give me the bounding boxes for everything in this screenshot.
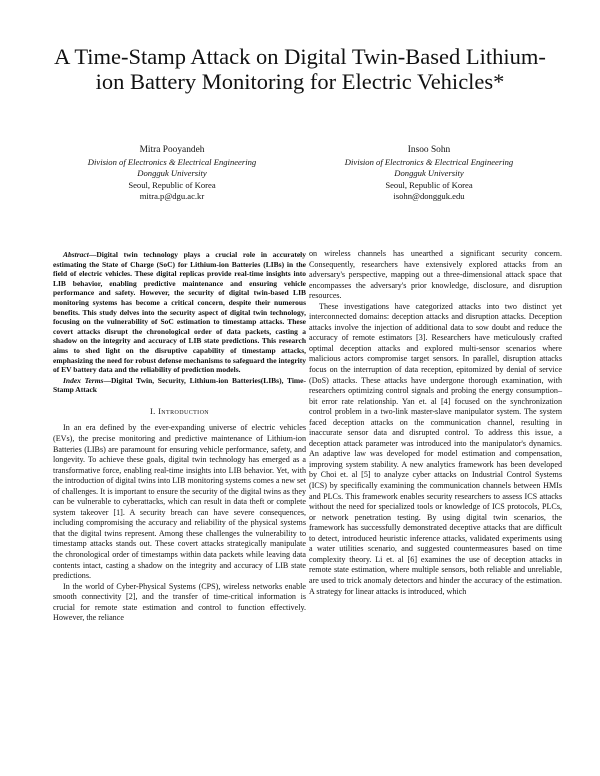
author-email: isohn@dongguk.edu xyxy=(393,190,465,201)
author-email: mitra.p@dgu.ac.kr xyxy=(139,190,205,201)
body-paragraph: These investigations have categorized attacks into two distinct yet interconnected domains: deception attacks and disruption attacks. Deception attacks involve the injection of additional data to sow doubt and reduce the accuracy of remote estimators [3]. Researchers have meticulously crafted optimal deception attacks and explored multi-sensor scenarios where malicious actors compromise target sensors. In parallel, disruption attacks focus on the interruption of data reception, epitomized by denial of service (DoS) attacks. These attacks have undergone thorough examination, with researchers optimizing control signals and probing the energy consumption–bit error rate relationship. Yan et. al [4] focused on the synchronization control problem in a two-link master-slave manipulator system. The system faced deception attacks on the communication channel, resulting in inaccurate sensor data and disrupted control. To address this issue, a deception attack parameter was introduced into the manipulator's dynamics. An adaptive law was developed for model estimation and compensation, improving system stability. A new analytics framework has been developed by Choi et. al [5] to analyze cyber attacks on Industrial Control Systems (ICS) by specifically examining the communication channels between HMIs and PLCs. This framework enables security researchers to assess ICS attacks without the need for specialized tools or knowledge of ICS protocols, PLCs, or network penetration testing. By using digital twin scenarios, the framework has successfully demonstrated deceptive attacks that are difficult to detect, introduced heuristic inference attacks, validated experiments using a water utilities scenario, and suggested countermeasures based on time complexity theory. Li et. al [6] examines the use of deception attacks in remote state estimation, where multiple sensors, both reliable and unreliable, are used to trick anomaly detectors and hinder the accuracy of the estimation. A strategy for linear attacks is introduced, which xyxy=(309,301,562,596)
body-paragraph: In an era defined by the ever-expanding universe of electric vehicles (EVs), the precise monitoring and predictive maintenance of Lithium-ion Batteries (LIBs) are paramount for ensuring vehicle performance, safety, and longevity. To achieve these goals, digital twin technology has emerged as a transformative force, enabling real-time insights into LIB behavior. Yet, with the introduction of digital twins into LIB monitoring systems comes a new set of challenges. It is important to ensure the security of the digital twins as they can be vulnerable to cyberattacks, which can result in data theft or complete system takeover [1]. A security breach can have severe consequences, including compromising the accuracy and reliability of the physical systems that the digital twins represent. Among these challenges the vulnerability to timestamp attacks stands out. These covert attacks strategically manipulate the chronological order of timestamps within data packets while leaving data contents intact, casting a shadow on the integrity and accuracy of LIB state predictions. xyxy=(53,423,306,581)
author-name: Insoo Sohn xyxy=(407,145,451,155)
abstract-lead: Abstract xyxy=(63,250,89,259)
abstract-body: —Digital twin technology plays a crucial role in accurately estimating the State of Charge (SoC) for Lithium-ion Batteries (LIBs) in the field of electric vehicles. These digital replicas provide real-time insights into LIB behavior, enabling predictive maintenance and ensuring vehicle performance and safety. However, the security of digital twin-based LIB monitoring systems has become a critical concern, despite their numerous benefits. This study delves into the security aspect of digital twin technology, focusing on the vulnerability of SoC estimation to timestamp attacks. These covert attacks disrupt the chronological order of data packets, casting a shadow on the integrity and accuracy of LIB state predictions. This research aims to shed light on the disruptive capability of timestamp attacks, emphasizing the need for robust defense mechanisms to safeguard the integrity of EV battery data and the reliability of prediction models. xyxy=(53,250,306,375)
author-name: Mitra Pooyandeh xyxy=(139,145,205,155)
right-column xyxy=(309,249,562,597)
author-block-1 xyxy=(52,145,292,202)
index-terms-body: —Digital Twin, Security, Lithium-ion Batteries(LIBs), Time-Stamp Attack xyxy=(53,375,306,395)
section-heading: I. Introduction xyxy=(149,406,210,416)
author-location: Seoul, Republic of Korea xyxy=(385,179,473,190)
author-location: Seoul, Republic of Korea xyxy=(128,179,216,190)
abstract xyxy=(53,250,306,375)
author-university: Dongguk University xyxy=(137,168,207,179)
paper-title: A Time-Stamp Attack on Digital Twin-Based Lithium-ion Battery Monitoring for Electric Vehicles* xyxy=(54,44,546,94)
author-university: Dongguk University xyxy=(394,168,464,179)
author-division: Division of Electronics & Electrical Engineering xyxy=(344,157,514,168)
author-division: Division of Electronics & Electrical Engineering xyxy=(87,157,257,168)
index-terms-lead: Index Terms xyxy=(63,375,104,385)
left-column xyxy=(53,250,306,624)
body-paragraph: In the world of Cyber-Physical Systems (CPS), wireless networks enable smooth connectivity [2], and the transfer of time-critical information is crucial for remote state estimation and control to function effectively. However, the reliance xyxy=(53,581,306,623)
index-terms xyxy=(53,376,306,395)
author-block-2 xyxy=(309,145,549,202)
body-paragraph: on wireless channels has unearthed a significant security concern. Consequently, researchers have extensively explored attacks from an adversary's perspective, mapping out a three-dimensional attack space that encompasses the adversary's prior knowledge, disclosure, and disruption resources. xyxy=(309,249,562,301)
